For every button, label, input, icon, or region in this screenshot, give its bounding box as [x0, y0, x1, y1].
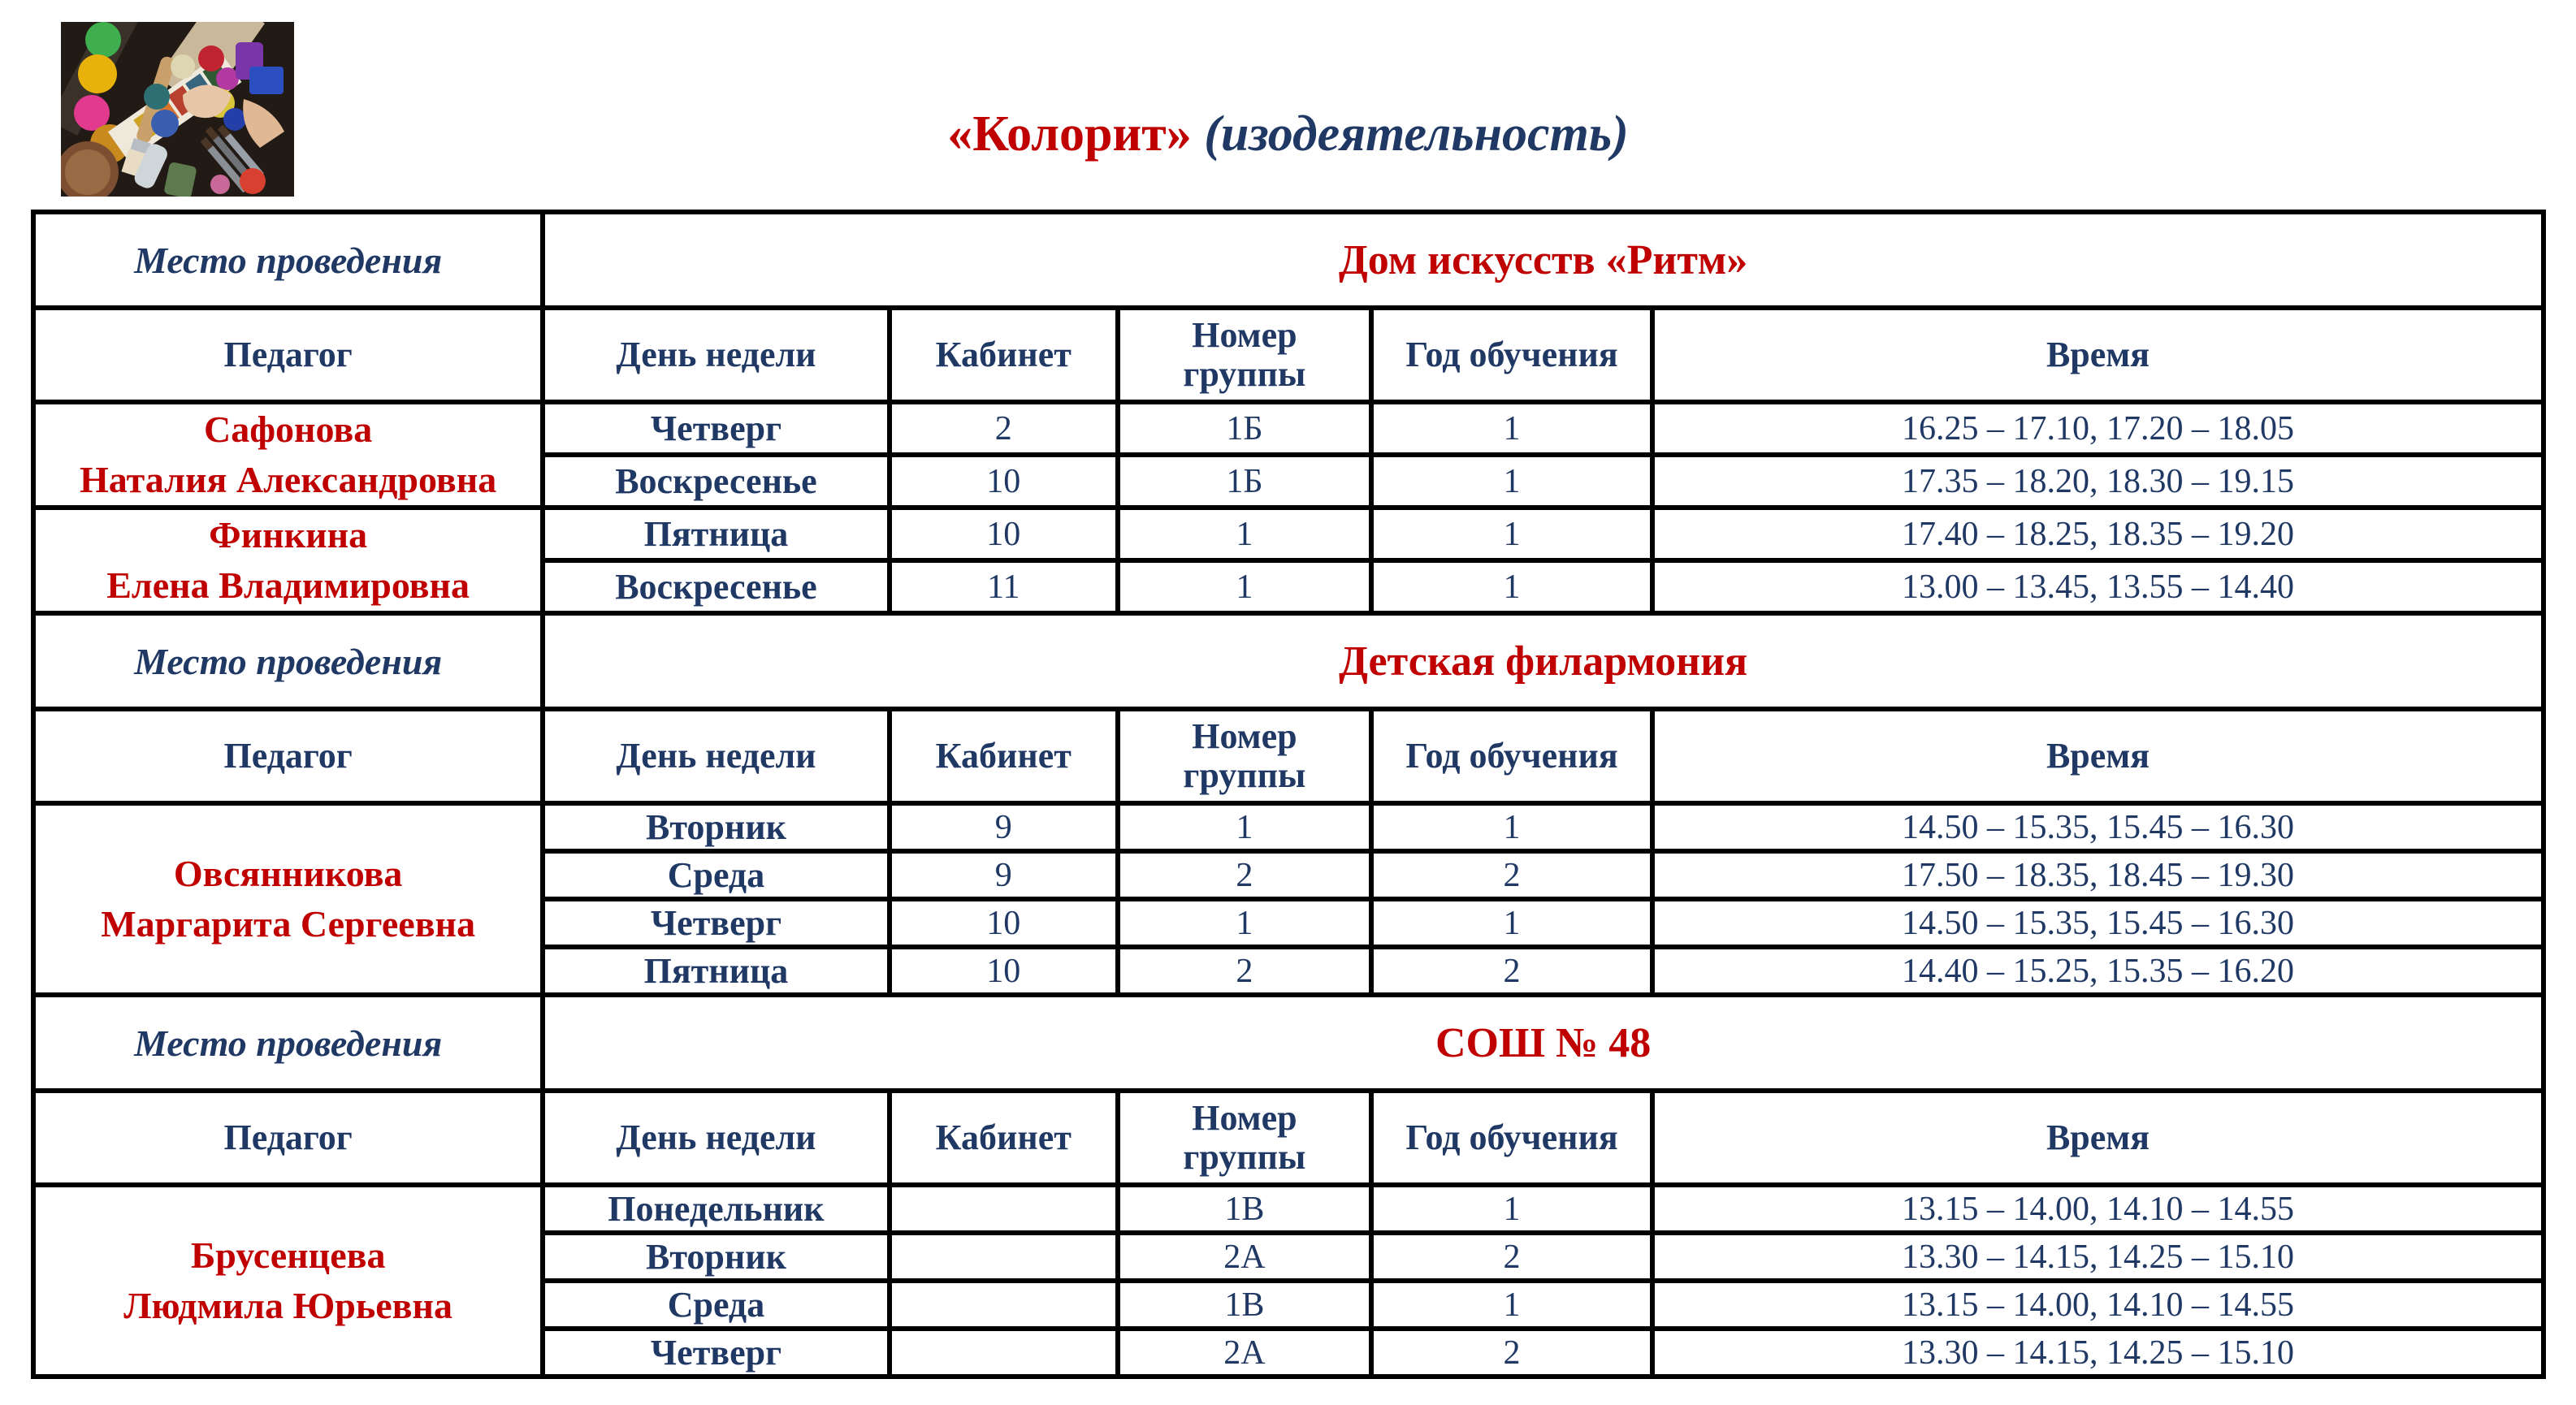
page-title-name: «Колорит»: [947, 106, 1192, 162]
place-label: Место проведения: [33, 613, 543, 709]
year-cell: 1: [1371, 560, 1652, 613]
year-cell: 2: [1371, 1233, 1652, 1281]
teacher-surname: Брусенцева: [190, 1234, 386, 1277]
day-cell: Вторник: [543, 1233, 889, 1281]
column-header-group: Номер группы: [1118, 1091, 1371, 1185]
teacher-surname: Финкина: [209, 514, 368, 556]
time-cell: 13.30 – 14.15, 14.25 – 15.10: [1652, 1233, 2544, 1281]
room-cell: 10: [890, 947, 1118, 995]
teacher-surname: Овсянникова: [173, 853, 403, 895]
room-cell: 9: [890, 803, 1118, 851]
time-cell: 13.15 – 14.00, 14.10 – 14.55: [1652, 1281, 2544, 1329]
year-cell: 1: [1371, 899, 1652, 947]
column-header-day: День недели: [543, 1091, 889, 1185]
room-cell: 11: [890, 560, 1118, 613]
group-cell: 1В: [1118, 1281, 1371, 1329]
day-cell: Воскресенье: [543, 560, 889, 613]
time-cell: 13.15 – 14.00, 14.10 – 14.55: [1652, 1185, 2544, 1233]
day-cell: Среда: [543, 851, 889, 899]
column-header-time: Время: [1652, 709, 2544, 803]
place-label: Место проведения: [33, 995, 543, 1091]
time-cell: 17.50 – 18.35, 18.45 – 19.30: [1652, 851, 2544, 899]
year-cell: 2: [1371, 851, 1652, 899]
year-cell: 2: [1371, 1329, 1652, 1377]
day-cell: Четверг: [543, 1329, 889, 1377]
column-header-teacher: Педагог: [33, 308, 543, 402]
time-cell: 13.30 – 14.15, 14.25 – 15.10: [1652, 1329, 2544, 1377]
day-cell: Пятница: [543, 947, 889, 995]
year-cell: 2: [1371, 947, 1652, 995]
column-header-year: Год обучения: [1371, 1091, 1652, 1185]
time-cell: 17.35 – 18.20, 18.30 – 19.15: [1652, 455, 2544, 508]
group-cell: 1: [1118, 803, 1371, 851]
teacher-name: [33, 508, 543, 613]
venue-name: СОШ № 48: [543, 995, 2544, 1091]
room-cell: [890, 1281, 1118, 1329]
column-header-room: Кабинет: [890, 1091, 1118, 1185]
year-cell: 1: [1371, 402, 1652, 455]
venue-name: Дом искусств «Ритм»: [543, 212, 2544, 308]
year-cell: 1: [1371, 455, 1652, 508]
year-cell: 1: [1371, 508, 1652, 560]
day-cell: Четверг: [543, 899, 889, 947]
year-cell: 1: [1371, 1185, 1652, 1233]
group-cell: 2А: [1118, 1233, 1371, 1281]
column-header-year: Год обучения: [1371, 709, 1652, 803]
time-cell: 16.25 – 17.10, 17.20 – 18.05: [1652, 402, 2544, 455]
day-cell: Понедельник: [543, 1185, 889, 1233]
group-cell: 2: [1118, 851, 1371, 899]
time-cell: 13.00 – 13.45, 13.55 – 14.40: [1652, 560, 2544, 613]
column-header-year: Год обучения: [1371, 308, 1652, 402]
group-cell: 1Б: [1118, 455, 1371, 508]
group-cell: 1: [1118, 508, 1371, 560]
schedule-table: [31, 210, 2546, 1379]
room-cell: [890, 1233, 1118, 1281]
group-cell: 1: [1118, 899, 1371, 947]
teacher-name: [33, 1185, 543, 1377]
room-cell: 2: [890, 402, 1118, 455]
column-header-room: Кабинет: [890, 709, 1118, 803]
day-cell: Пятница: [543, 508, 889, 560]
column-header-group: Номер группы: [1118, 308, 1371, 402]
group-cell: 2А: [1118, 1329, 1371, 1377]
teacher-surname: Сафонова: [204, 409, 373, 450]
room-cell: 9: [890, 851, 1118, 899]
room-cell: 10: [890, 899, 1118, 947]
room-cell: 10: [890, 455, 1118, 508]
day-cell: Вторник: [543, 803, 889, 851]
group-cell: 2: [1118, 947, 1371, 995]
room-cell: [890, 1185, 1118, 1233]
column-header-group: Номер группы: [1118, 709, 1371, 803]
teacher-given-name: Маргарита Сергеевна: [101, 903, 476, 945]
column-header-day: День недели: [543, 308, 889, 402]
teacher-name: [33, 803, 543, 995]
group-cell: 1Б: [1118, 402, 1371, 455]
page-title-subtitle: (изодеятельность): [1204, 106, 1629, 162]
place-label: Место проведения: [33, 212, 543, 308]
column-header-time: Время: [1652, 308, 2544, 402]
column-header-teacher: Педагог: [33, 1091, 543, 1185]
day-cell: Среда: [543, 1281, 889, 1329]
teacher-name: [33, 402, 543, 508]
year-cell: 1: [1371, 1281, 1652, 1329]
teacher-given-name: Елена Владимировна: [106, 564, 470, 607]
column-header-room: Кабинет: [890, 308, 1118, 402]
room-cell: [890, 1329, 1118, 1377]
time-cell: 14.50 – 15.35, 15.45 – 16.30: [1652, 803, 2544, 851]
time-cell: 14.40 – 15.25, 15.35 – 16.20: [1652, 947, 2544, 995]
year-cell: 1: [1371, 803, 1652, 851]
group-cell: 1В: [1118, 1185, 1371, 1233]
time-cell: 17.40 – 18.25, 18.35 – 19.20: [1652, 508, 2544, 560]
column-header-teacher: Педагог: [33, 709, 543, 803]
day-cell: Воскресенье: [543, 455, 889, 508]
teacher-given-name: Людмила Юрьевна: [123, 1285, 452, 1327]
venue-name: Детская филармония: [543, 613, 2544, 709]
time-cell: 14.50 – 15.35, 15.45 – 16.30: [1652, 899, 2544, 947]
group-cell: 1: [1118, 560, 1371, 613]
column-header-time: Время: [1652, 1091, 2544, 1185]
teacher-given-name: Наталия Александровна: [80, 459, 497, 501]
room-cell: 10: [890, 508, 1118, 560]
day-cell: Четверг: [543, 402, 889, 455]
column-header-day: День недели: [543, 709, 889, 803]
page-title: [0, 104, 2576, 164]
